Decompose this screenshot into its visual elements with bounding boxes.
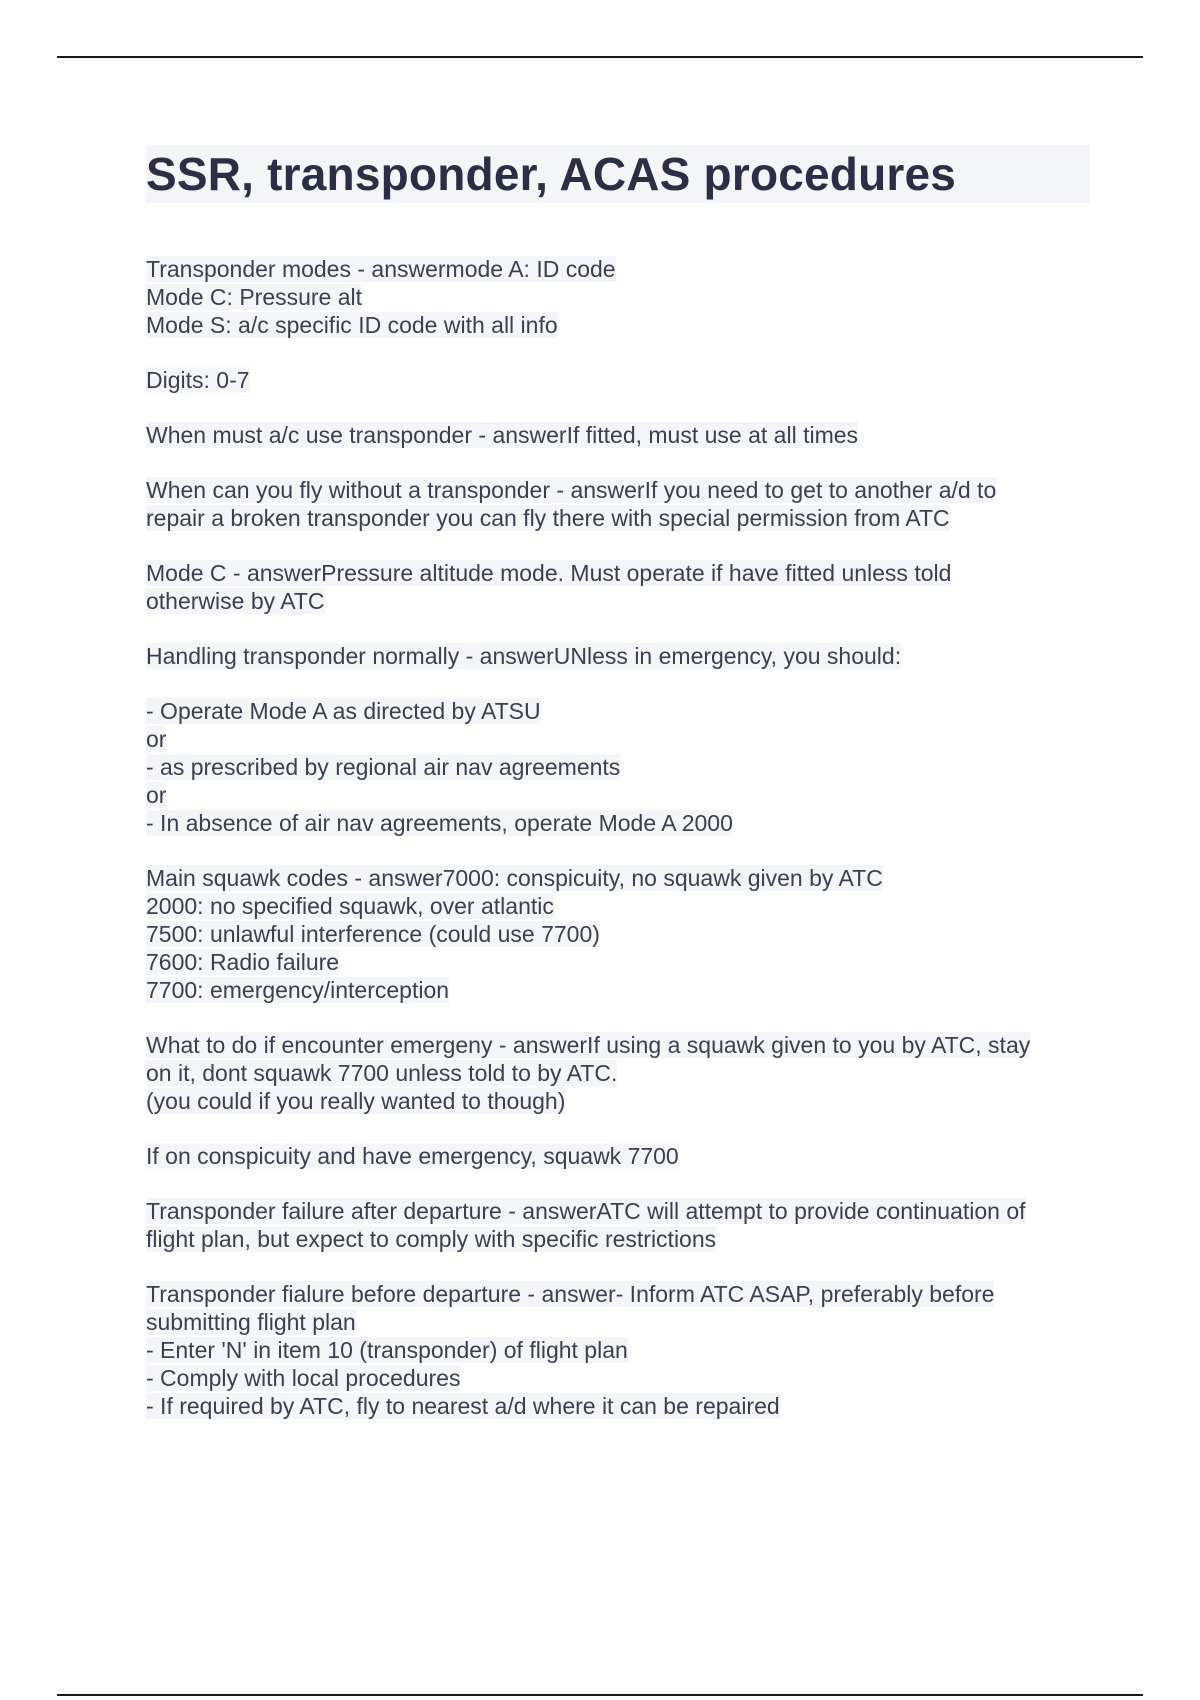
text-line	[146, 725, 1090, 753]
text-line-content: Transponder modes - answermode A: ID code	[146, 256, 616, 282]
text-line-content: Digits: 0-7	[146, 367, 250, 393]
text-line-content: or	[146, 782, 167, 808]
text-line-content: repair a broken transponder you can fly there with special permission from ATC	[146, 505, 950, 531]
text-line	[146, 976, 1090, 1004]
page-title: SSR, transponder, ACAS procedures	[146, 145, 1090, 203]
text-line-content: otherwise by ATC	[146, 588, 325, 614]
text-line-content: - If required by ATC, fly to nearest a/d where it can be repaired	[146, 1393, 780, 1419]
text-line	[146, 697, 1090, 725]
text-line-content: Transponder failure after departure - answerATC will attempt to provide continuation of	[146, 1198, 1026, 1224]
text-line-content: on it, dont squawk 7700 unless told to by ATC.	[146, 1060, 618, 1086]
paragraph-list	[146, 255, 1090, 1420]
text-line-content: Handling transponder normally - answerUNless in emergency, you should:	[146, 643, 902, 669]
text-line-content: What to do if encounter emergeny - answerIf using a squawk given to you by ATC, stay	[146, 1032, 1031, 1058]
text-line-content: 7500: unlawful interference (could use 7700)	[146, 921, 600, 947]
text-line-content: - as prescribed by regional air nav agreements	[146, 754, 621, 780]
text-line-content: Transponder fialure before departure - answer- Inform ATC ASAP, preferably before	[146, 1281, 995, 1307]
text-line	[146, 504, 1090, 532]
text-line	[146, 1364, 1090, 1392]
text-line	[146, 642, 1090, 670]
text-line	[146, 1308, 1090, 1336]
paragraph	[146, 864, 1090, 1004]
text-line-content: If on conspicuity and have emergency, squawk 7700	[146, 1143, 679, 1169]
text-line-content: (you could if you really wanted to though)	[146, 1088, 566, 1114]
text-line	[146, 781, 1090, 809]
text-line-content: flight plan, but expect to comply with specific restrictions	[146, 1226, 717, 1252]
text-line-content: or	[146, 726, 167, 752]
text-line	[146, 864, 1090, 892]
text-line-content: - Enter 'N' in item 10 (transponder) of flight plan	[146, 1337, 628, 1363]
bottom-divider	[57, 1694, 1143, 1696]
paragraph	[146, 642, 1090, 670]
text-line	[146, 559, 1090, 587]
text-line-content: - Operate Mode A as directed by ATSU	[146, 698, 541, 724]
text-line	[146, 1059, 1090, 1087]
paragraph	[146, 559, 1090, 615]
paragraph	[146, 476, 1090, 532]
text-line	[146, 753, 1090, 781]
paragraph	[146, 421, 1090, 449]
paragraph	[146, 697, 1090, 837]
text-line	[146, 948, 1090, 976]
text-line	[146, 920, 1090, 948]
text-line	[146, 283, 1090, 311]
paragraph	[146, 255, 1090, 339]
text-line-content: Mode C: Pressure alt	[146, 284, 363, 310]
paragraph	[146, 1031, 1090, 1115]
text-line	[146, 476, 1090, 504]
text-line-content: When must a/c use transponder - answerIf fitted, must use at all times	[146, 422, 859, 448]
text-line	[146, 255, 1090, 283]
text-line-content: Mode S: a/c specific ID code with all info	[146, 312, 558, 338]
paragraph	[146, 1197, 1090, 1253]
text-line	[146, 1280, 1090, 1308]
text-line-content: - Comply with local procedures	[146, 1365, 461, 1391]
text-line	[146, 1225, 1090, 1253]
paragraph	[146, 1142, 1090, 1170]
text-line-content: 7600: Radio failure	[146, 949, 340, 975]
text-line	[146, 1336, 1090, 1364]
text-line-content: Mode C - answerPressure altitude mode. Must operate if have fitted unless told	[146, 560, 952, 586]
text-line	[146, 1087, 1090, 1115]
text-line-content: When can you fly without a transponder - answerIf you need to get to another a/d to	[146, 477, 997, 503]
text-line-content: 2000: no specified squawk, over atlantic	[146, 893, 554, 919]
text-line	[146, 587, 1090, 615]
text-line	[146, 366, 1090, 394]
text-line	[146, 1031, 1090, 1059]
text-line-content: 7700: emergency/interception	[146, 977, 450, 1003]
text-line	[146, 892, 1090, 920]
top-divider	[57, 56, 1143, 58]
paragraph	[146, 1280, 1090, 1420]
text-line	[146, 311, 1090, 339]
paragraph	[146, 366, 1090, 394]
text-line	[146, 421, 1090, 449]
text-line-content: submitting flight plan	[146, 1309, 356, 1335]
text-line	[146, 1392, 1090, 1420]
document-body	[146, 145, 1090, 1447]
text-line-content: - In absence of air nav agreements, operate Mode A 2000	[146, 810, 733, 836]
text-line	[146, 809, 1090, 837]
text-line-content: Main squawk codes - answer7000: conspicuity, no squawk given by ATC	[146, 865, 883, 891]
text-line	[146, 1142, 1090, 1170]
text-line	[146, 1197, 1090, 1225]
